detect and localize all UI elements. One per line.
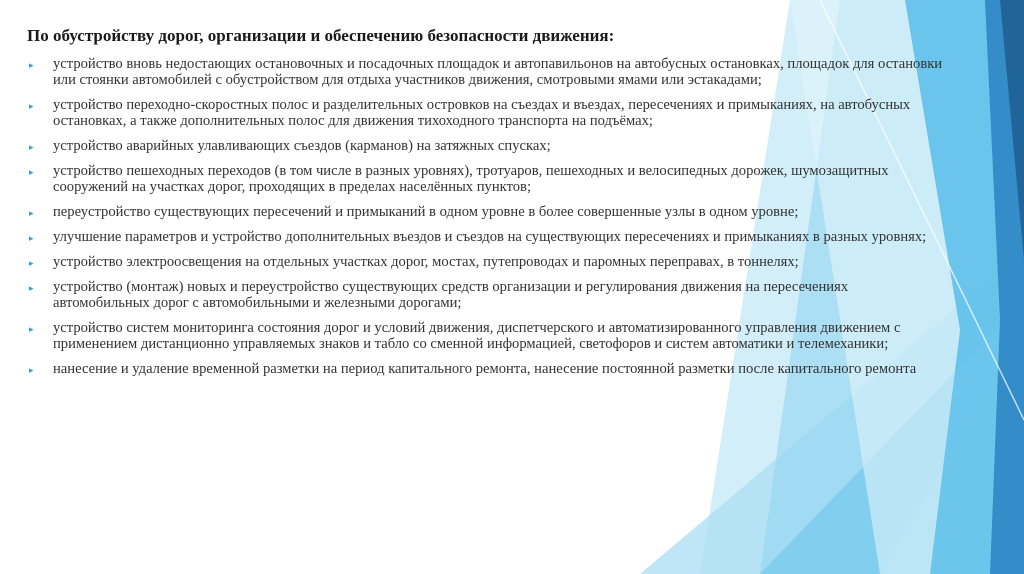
triangle-bullet-icon: ▸: [29, 167, 34, 177]
list-item-text: устройство переходно-скоростных полос и разделительных островков на съездах и въездах, пересечениях и примыканиях, на автобусных остановках, а также дополнительных полос для движения тихоходного транспорта на подъёмах;: [53, 97, 911, 129]
list-item-text: нанесение и удаление временной разметки на период капитального ремонта, нанесение постоянной разметки после капитального ремонта: [53, 361, 917, 377]
list-item-text: устройство электроосвещения на отдельных участках дорог, мостах, путепроводах и паромных переправах, в тоннелях;: [53, 254, 799, 270]
list-item-text: переустройство существующих пересечений и примыканий в одном уровне в более совершенные узлы в одном уровне;: [53, 204, 799, 220]
bullet-list: [27, 56, 947, 377]
list-item: [27, 56, 947, 88]
list-item-text: устройство пешеходных переходов (в том числе в разных уровнях), тротуаров, пешеходных и велосипедных дорожек, шумозащитных сооружений на участках дорог, проходящих в пределах населённых пунктов;: [53, 163, 889, 195]
list-item: [27, 320, 947, 352]
slide-title: По обустройству дорог, организации и обеспечению безопасности движения:: [27, 26, 615, 45]
triangle-bullet-icon: ▸: [29, 60, 34, 70]
triangle-bullet-icon: ▸: [29, 233, 34, 243]
list-item-text: устройство (монтаж) новых и переустройство существующих средств организации и регулирования движения на пересечениях автомобильных дорог с автомобильными и железными дорогами;: [53, 279, 849, 311]
triangle-bullet-icon: ▸: [29, 324, 34, 334]
triangle-bullet-icon: ▸: [29, 365, 34, 375]
list-item: [27, 229, 947, 245]
triangle-bullet-icon: ▸: [29, 208, 34, 218]
list-item-text: устройство систем мониторинга состояния дорог и условий движения, диспетчерского и автоматизированного управления движением с применением дистанционно управляемых знаков и табло со сменной информацией, светофоров и систем автоматики и телемеханики;: [53, 320, 901, 352]
list-item: [27, 97, 947, 129]
list-item: [27, 254, 947, 270]
triangle-bullet-icon: ▸: [29, 283, 34, 293]
list-item: [27, 279, 947, 311]
list-item: [27, 138, 947, 154]
list-item-text: устройство аварийных улавливающих съездов (карманов) на затяжных спусках;: [53, 138, 551, 154]
list-item-text: улучшение параметров и устройство дополнительных въездов и съездов на существующих пересечениях и примыканиях в разных уровнях;: [53, 229, 927, 245]
list-item: [27, 361, 947, 377]
triangle-bullet-icon: ▸: [29, 101, 34, 111]
list-item: [27, 204, 947, 220]
list-item-text: устройство вновь недостающих остановочных и посадочных площадок и автопавильонов на автобусных остановках, площадок для остановки или стоянки автомобилей с обустройством для отдыха участников движения, смотровыми ямами или эстакадами;: [53, 56, 943, 88]
list-item: [27, 163, 947, 195]
triangle-bullet-icon: ▸: [29, 142, 34, 152]
slide-content: [27, 26, 947, 386]
triangle-bullet-icon: ▸: [29, 258, 34, 268]
